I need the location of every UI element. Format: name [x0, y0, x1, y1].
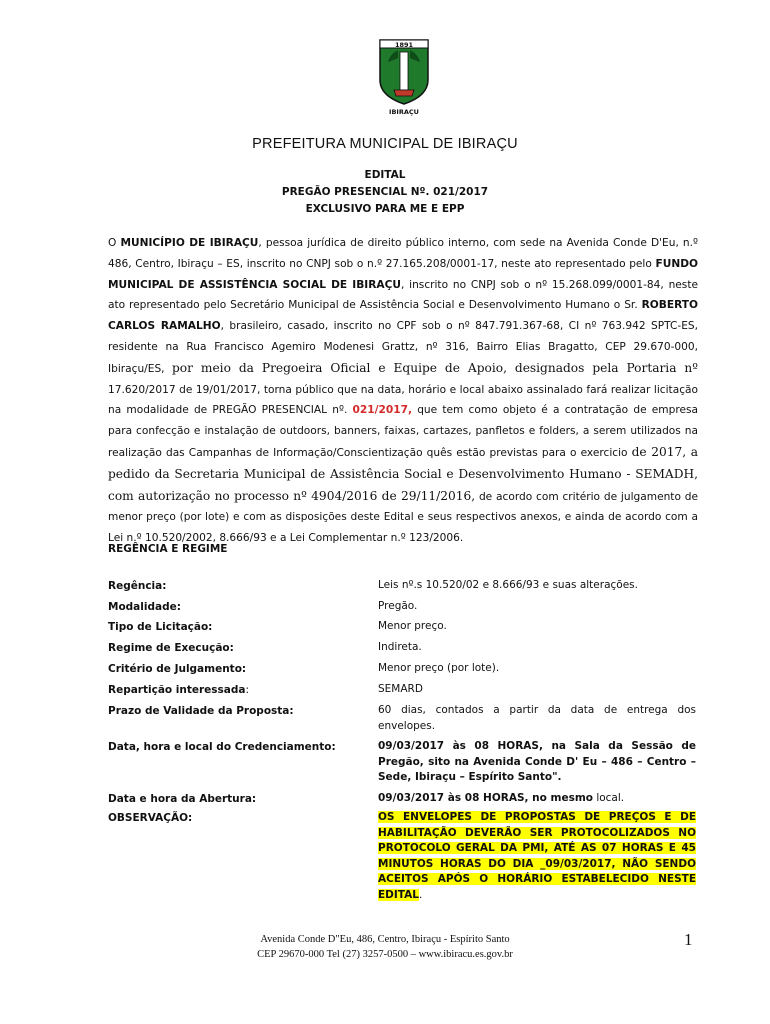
intro-text: que tem como objeto é a contratação de empresa para confecção e instalação de outdoors, banners, faixas, cartazes, panfletos e folders, a serem utilizados na realização das Campanhas de Informação/Conscientização quês estão previstas para o exercicio	[108, 404, 698, 459]
observacao-value	[378, 810, 696, 904]
modalidade-value: Pregão.	[378, 600, 418, 612]
logo-town: IBIRAÇU	[389, 108, 419, 116]
regencia-label: Regência:	[108, 580, 167, 592]
observacao-highlight: OS ENVELOPES DE PROPOSTAS DE PREÇOS E DE HABILITAÇÃO DEVERÃO SER PROTOCOLIZADOS NO PROTOCOLO GERAL DA PMI, ATÉ AS 07 HORAS E 45 MINUTOS HORAS DO DIA _09/03/2017, NÃO SENDO ACEITOS APÓS O HORÁRIO ESTABELECIDO NESTE EDITAL	[378, 811, 696, 901]
footer-contact: CEP 29670-000 Tel (27) 3257-0500 – www.ibiracu.es.gov.br	[257, 949, 513, 960]
tipo-licitacao-label: Tipo de Licitação:	[108, 621, 213, 633]
regencia-title: REGÊNCIA E REGIME	[108, 543, 228, 555]
observacao-label: OBSERVAÇÃO:	[108, 812, 193, 824]
modalidade-label: Modalidade:	[108, 601, 181, 613]
intro-text: por meio da Pregoeira Oficial e Equipe de Apoio, designados pela Portaria nº	[171, 360, 699, 375]
edital-number: PREGÃO PRESENCIAL Nº. 021/2017	[281, 186, 489, 198]
observacao-suffix: .	[418, 888, 423, 901]
criterio-julgamento-value: Menor preço (por lote).	[378, 662, 500, 674]
intro-text: 17.620/2017 de 19/01/2017, torna público que na data, horário e local abaixo assinalado fará realizar licitação na modalidade de PREGÃO PRESENCIAL nº.	[108, 383, 698, 417]
edital-line: EDITAL	[364, 169, 406, 181]
edital-exclusive: EXCLUSIVO PARA ME E EPP	[305, 203, 465, 215]
intro-text: , brasileiro, casado, inscrito no CPF sob o nº 847.791.367-68, CI nº 763.942 SPTC-ES, residente na Rua Francisco Agemiro Modenesi Grattz, nº 316, Bairro Elias Bragatto, CEP 29.670-000, Ibiraçu/ES,	[108, 320, 698, 375]
regime-execucao-label: Regime de Execução:	[108, 642, 234, 654]
page-title: PREFEITURA MUNICIPAL DE IBIRAÇU	[252, 136, 518, 152]
municipal-coat-of-arms-icon	[376, 34, 432, 116]
reparticao-value: SEMARD	[378, 683, 423, 695]
regime-execucao-value: Indireta.	[378, 641, 422, 653]
prazo-validade-label: Prazo de Validade da Proposta:	[108, 705, 294, 717]
abertura-value-text: 09/03/2017 às 08 HORAS, no mesmo	[378, 792, 593, 804]
footer-address: Avenida Conde D"Eu, 486, Centro, Ibiraçu - Espírito Santo	[260, 934, 510, 945]
intro-fundo: FUNDO MUNICIPAL DE ASSISTÊNCIA SOCIAL DE IBIRAÇU	[108, 257, 698, 291]
intro-text: O	[108, 237, 121, 249]
criterio-julgamento-label: Critério de Julgamento:	[108, 663, 247, 675]
intro-text: , inscrito no CNPJ sob o nº 15.268.099/0001-84, neste ato representado pelo Secretário Municipal de Assistência Social e Desenvolvimento Humano o Sr.	[108, 278, 699, 312]
reparticao-label-colon: :	[245, 684, 250, 696]
regencia-value: Leis nº.s 10.520/02 e 8.666/93 e suas alterações.	[378, 579, 638, 591]
abertura-value-suffix: local.	[592, 792, 625, 804]
page-number: 1	[684, 930, 693, 949]
abertura-value	[378, 791, 696, 807]
tipo-licitacao-value: Menor preço.	[378, 620, 447, 632]
intro-text: , pessoa jurídica de direito público interno, com sede na Avenida Conde D'Eu, n.º 486, Centro, Ibiraçu – ES, inscrito no CNPJ sob o n.º 27.165.208/0001-17, neste ato representado pelo	[108, 237, 698, 270]
intro-secretario: ROBERTO CARLOS RAMALHO	[108, 299, 698, 333]
intro-municipio: MUNICÍPIO DE IBIRAÇU	[120, 237, 259, 249]
credenciamento-label: Data, hora e local do Credenciamento:	[108, 741, 336, 753]
reparticao-label	[108, 684, 249, 696]
abertura-label: Data e hora da Abertura:	[108, 793, 257, 805]
prazo-validade-value: 60 dias, contados a partir da data de entrega dos envelopes.	[378, 704, 696, 732]
intro-paragraph	[108, 233, 698, 549]
credenciamento-value: 09/03/2017 às 08 HORAS, na Sala da Sessão de Pregão, sito na Avenida Conde D' Eu – 486 – Centro – Sede, Ibiraçu – Espírito Santo".	[378, 740, 696, 783]
logo-year: 1891	[394, 41, 414, 49]
intro-text: de 2017, a pedido da Secretaria Municipal de Assistência Social e Desenvolvimento Humano - SEMADH, com autorização no processo nº 4904/2016 de 29/11/2016,	[108, 444, 699, 503]
pregao-number: 021/2017,	[352, 404, 413, 417]
reparticao-label-text: Repartição interessada	[108, 684, 246, 696]
intro-text: de acordo com critério de julgamento de menor preço (por lote) e com as disposições deste Edital e seus respectivos anexos, e ainda de acordo com a Lei n.º 10.520/2002, 8.666/93 e a Lei Complementar n.º 123/2006.	[108, 490, 698, 545]
